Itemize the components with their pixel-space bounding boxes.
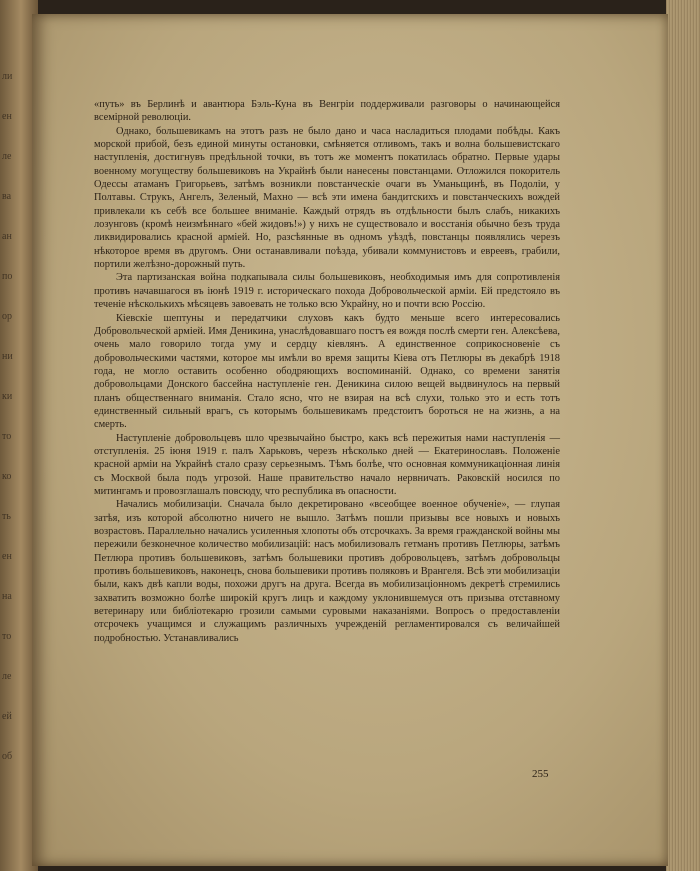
margin-fragment: на: [2, 591, 12, 602]
margin-fragment: ей: [2, 711, 12, 722]
margin-fragment: ли: [2, 71, 13, 82]
margin-fragment: ле: [2, 151, 12, 162]
paragraph: «путь» въ Берлинѣ и авантюра Бэль-Куна въ Венгріи поддерживали разговоры о начинающейся всемірной революціи.: [94, 99, 560, 124]
paragraph: Кіевскіе шептуны и передатчики слуховъ какъ будто меньше всего интересовались Добровольческой арміей. Имя Деникина, унаслѣдовавшаго постъ ея вождя послѣ смерти ген. Алексѣева, очень мало говорило тогда уму и сердцу кіевлянъ. А единственное соприкосновеніе съ добровольческими частями, которое мы имѣли во время защиты Кіева отъ Петлюры въ декабрѣ 1918 года, не могло оставить особенно ободряющихъ воспоминаній. Однако, со времени занятія добровольцами Донского бассейна наступленіе ген. Деникина силою вещей выдвинулось на первый планъ общественнаго вниманія. Стало ясно, что не взирая на всѣ слухи, только это и есть тотъ единственный сильный врагъ, съ которымъ большевикамъ предстоитъ бороться не на жизнь, а на смерть.: [94, 312, 560, 431]
margin-fragment: ан: [2, 231, 12, 242]
margin-fragment: то: [2, 631, 12, 642]
page-stack-edge: [666, 0, 700, 871]
margin-fragment: ен: [2, 111, 12, 122]
page-number: 255: [532, 768, 549, 780]
margin-fragment: ко: [2, 471, 12, 482]
margin-fragment: ле: [2, 671, 12, 682]
margin-fragment: ор: [2, 311, 12, 322]
margin-fragment: об: [2, 751, 13, 762]
margin-fragment: по: [2, 271, 13, 282]
paragraph: Однако, большевикамъ на этотъ разъ не было дано и часа насладиться плодами побѣды. Какъ морской прибой, безъ единой минуты остановки, смѣняется отливомъ, такъ и волна большевистскаго наступленія, достигнувъ предѣльной точки, въ тотъ же моментъ покатилась обратно. Первые удары военному могуществу большевиковъ на Украйнѣ были нанесены повстанцами. Отложился покоритель Одессы атаманъ Григорьевъ, затѣмъ возникли повстанческіе очаги въ Уманьщинѣ, въ Подоліи, у Полтавы. Струкъ, Ангелъ, Зеленый, Махно — всѣ эти имена бандитскихъ и повстанческихъ вождей привлекали къ себѣ все большее вниманіе. Каждый отрядъ въ отдѣльности былъ слабъ, никакихъ лозунговъ (кромѣ неизмѣннаго «бей жидовъ!») у нихъ не существовало и восстанія обычно безъ труда ликвидировались красной арміей. Но, разсѣянные въ одномъ уѣздѣ, повстанцы появлялись черезъ нѣкоторое время въ другомъ. Они останавливали поѣзда, убивали коммунистовъ и евреевъ, грабили, портили желѣзно-дорожный путь.: [94, 125, 560, 271]
margin-fragment: ни: [2, 351, 13, 362]
body-text: [94, 98, 560, 645]
paragraph: Эта партизанская война подкапывала силы большевиковъ, необходимыя имъ для сопротивленія противъ начавшагося въ іюнѣ 1919 г. историческаго похода Добровольческой арміи. Ей предстояло въ теченіе нѣсколькихъ мѣсяцевъ завоевать не только всю Украйну, но и почти всю Россію.: [94, 272, 560, 311]
book-page: [32, 14, 668, 866]
margin-fragment: ть: [2, 511, 11, 522]
paragraph: Начались мобилизаціи. Сначала было декретировано «всеобщее военное обученіе», — глупая затѣя, изъ которой абсолютно ничего не вышло. Затѣмъ пошли призывы все новыхъ и новыхъ возрастовъ. Параллельно начались усиленныя хлопоты объ отсрочкахъ. За время гражданской войны мы пережили безконечное количество мобилизацій: насъ мобилизовалъ гетманъ противъ Петлюры, затѣмъ Петлюра противъ большевиковъ, затѣмъ большевики противъ добровольцевъ, затѣмъ добровольцы противъ большевиковъ, наконецъ, снова большевики противъ поляковъ и Врангеля. Всѣ эти мобилизаціи были, какъ двѣ капли воды, похожи другъ на друга. Всегда въ мобилизаціонномъ декретѣ стремились захватить возможно болѣе широкій кругъ лицъ и каждому уклонившемуся отъ призыва отставному ветеринару или библіотекарю грозили самыми суровыми наказаніями. Вопросъ о предоставленіи отсрочекъ учащимся и служащимъ различныхъ учрежденій регламентировался съ величайшей подробностью. Устанавливались: [94, 499, 560, 644]
margin-fragment: ен: [2, 551, 12, 562]
paragraph: Наступленіе добровольцевъ шло чрезвычайно быстро, какъ всѣ пережитыя нами наступленія — отступленія. 25 іюня 1919 г. палъ Харьковъ, черезъ нѣсколько дней — Екатеринославъ. Положеніе красной арміи на Украйнѣ стало сразу серьезнымъ. Тѣмъ болѣе, что основная коммуникаціонная линія съ Москвой была подъ угрозой. Наше правительство начало нервничать. Раковскій носился по митингамъ и провозглашалъ повсюду, что республика въ опасности.: [94, 432, 560, 497]
margin-fragment: то: [2, 431, 12, 442]
margin-fragment: ва: [2, 191, 12, 202]
margin-fragment: ки: [2, 391, 13, 402]
